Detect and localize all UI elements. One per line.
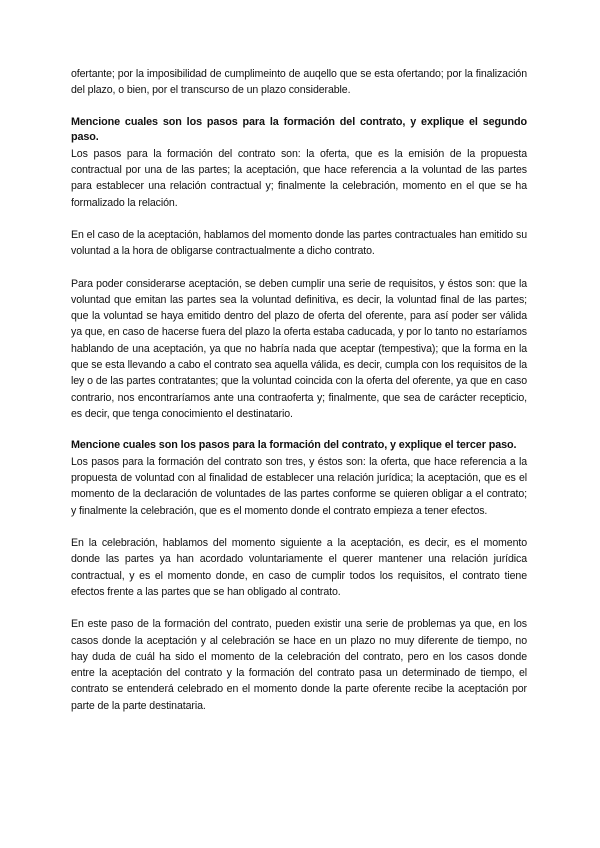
spacer	[71, 260, 527, 276]
section-2-paragraph-3: Para poder considerarse aceptación, se deben cumplir una serie de requisitos, y éstos son: que la voluntad que emitan las partes sea la voluntad definitiva, es decir, la voluntad final de las partes; que la voluntad se haya emitido dentro del plazo de oferta del oferente, para así poder ser válida ya que, en caso de hacerse fuera del plazo la oferta estaba caducada, y por lo tanto no estaríamos hablando de una aceptación, ya que no habría nada que aceptar (tempestiva); que la forma en la que se esta llevando a cabo el contrato sea aquella válida, es decir, cumpla con los requisitos de la ley o de las partes contratantes; que la voluntad coincida con la oferta del oferente, ya que en caso contrario, nos encontraríamos ante una contraoferta y; finalmente, que sea de carácter recepticio, es decir, que tenga conocimiento el destinatario.	[71, 277, 527, 420]
spacer	[71, 519, 527, 535]
section-3-paragraph-1: Los pasos para la formación del contrato son tres, y éstos son: la oferta, que hace referencia a la propuesta de voluntad con al finalidad de establecer una relación jurídica; la aceptación, que es el momento de la declaración de voluntades de las partes conforme se quieren obligar a el contrato; y finalmente la celebración, que es el momento donde el contrato empieza a tener efectos.	[71, 455, 527, 517]
section-2-paragraph-1: Los pasos para la formación del contrato son: la oferta, que es la emisión de la propuesta contractual por una de las partes; la aceptación, que hace referencia a la voluntad de las partes para establecer una relación contractual y; finalmente la celebración, momento en el que se ha formalizado la relación.	[71, 147, 527, 209]
spacer	[71, 99, 527, 115]
section-3-paragraph-2: En la celebración, hablamos del momento siguiente a la aceptación, es decir, es el momento donde las partes ya han acordado voluntariamente el querer mantener una relación jurídica contractual, y es el momento donde, en caso de cumplir todos los requisitos, el contrato tiene efectos frente a las partes que se han obligado al contrato.	[71, 537, 527, 598]
section-2-paragraph-2: En el caso de la aceptación, hablamos del momento donde las partes contractuales han emitido su voluntad a la hora de obligarse contractualmente a dicho contrato.	[71, 228, 527, 258]
section-3-heading: Mencione cuales son los pasos para la formación del contrato, y explique el tercer paso.	[71, 439, 517, 452]
intro-paragraph: ofertante; por la imposibilidad de cumplimeinto de auqello que se esta ofertando; por la finalización del plazo, o bien, por el transcurso de un plazo considerable.	[71, 68, 527, 97]
spacer	[71, 600, 527, 616]
spacer	[71, 211, 527, 227]
spacer	[71, 422, 527, 438]
section-2-heading: Mencione cuales son los pasos para la formación del contrato, y explique el segundo paso.	[71, 115, 527, 144]
document-body	[71, 66, 527, 714]
section-3-paragraph-3: En este paso de la formación del contrato, pueden existir una serie de problemas ya que, en los casos donde la aceptación y al celebración se hace en un plazo no muy diferente de tiempo, no hay duda de cuál ha sido el momento de la celebración del contrato, pero en los casos donde entre la aceptación del contrato y la formación del contrato pasa un determinado de tiempo, el contrato se entenderá celebrado en el momento donde la parte oferente recibe la aceptación por parte de la parte destinataria.	[71, 618, 527, 712]
